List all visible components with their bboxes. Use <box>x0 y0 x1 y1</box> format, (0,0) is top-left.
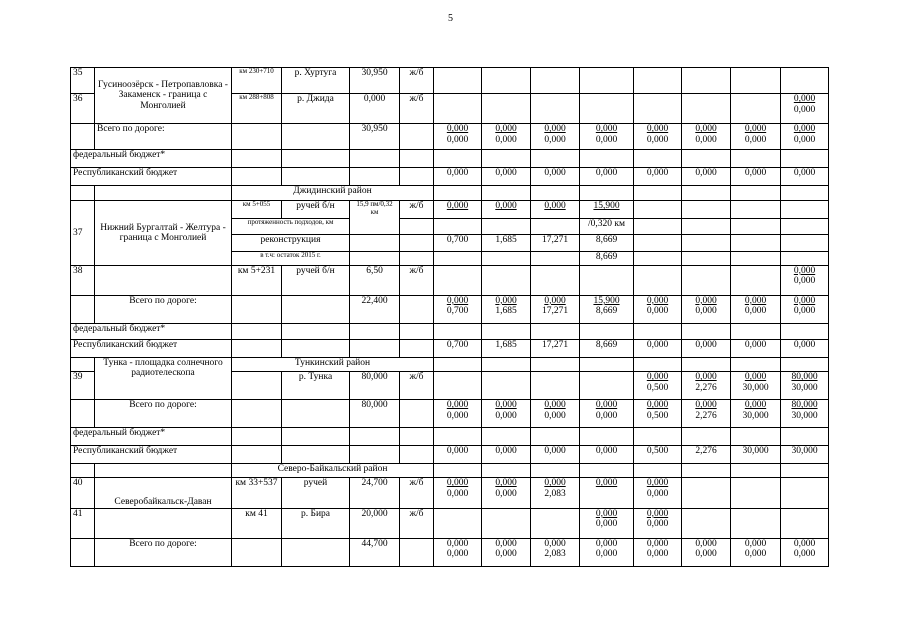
value-cell: 0,000 0,000 <box>531 124 580 150</box>
value-cell: 0,000 0,000 <box>434 478 482 508</box>
object-name: ручей б/н <box>282 201 350 218</box>
value-cell: 0,000 0,700 <box>434 295 482 323</box>
value-cell: 15,900 8,669 <box>580 295 634 323</box>
value-cell: 8,669 <box>580 234 634 251</box>
value-cell: 0,000 30,000 <box>731 400 781 428</box>
object-name: р. Бира <box>282 508 350 538</box>
object-name: ручей <box>282 478 350 508</box>
table-row <box>71 464 829 478</box>
value-cell: 0,000 <box>531 168 580 186</box>
bridge-type: ж/б <box>400 372 434 400</box>
table-row <box>71 168 829 186</box>
row-number: 41 <box>71 508 95 538</box>
value-cell: 17,271 <box>531 234 580 251</box>
value-cell: 80,000 30,000 <box>781 372 829 400</box>
value-cell: 0,000 0,000 <box>634 508 682 538</box>
table-row <box>71 339 829 357</box>
bridge-type: ж/б <box>400 478 434 508</box>
row-number: 38 <box>71 265 95 295</box>
value-cell: 17,271 <box>531 339 580 357</box>
district-heading: Джидинский район <box>232 186 434 201</box>
value-cell: 0,000 0,000 <box>634 295 682 323</box>
value-cell: 0,700 <box>434 234 482 251</box>
length-value: 30,950 <box>350 68 400 94</box>
value-cell: 0,000 2,276 <box>682 372 731 400</box>
value-cell: 30,000 <box>731 446 781 464</box>
value-cell: 0,000 2,276 <box>682 400 731 428</box>
object-name: ручей б/н <box>282 265 350 295</box>
length-value: 22,400 <box>350 295 400 323</box>
bridge-type: ж/б <box>400 265 434 295</box>
value-cell: 0,500 <box>634 446 682 464</box>
km-marker: км 5+231 <box>232 265 282 295</box>
value-cell: 0,000 0,000 <box>580 508 634 538</box>
length-value: 80,000 <box>350 400 400 428</box>
value-cell: 8,669 <box>580 339 634 357</box>
value-cell: 0,000 <box>682 168 731 186</box>
row-number: 36 <box>71 94 95 124</box>
value-cell: 30,000 <box>781 446 829 464</box>
length-value: 80,000 <box>350 372 400 400</box>
value-cell: 0,000 1,685 <box>482 295 531 323</box>
table-row <box>71 265 829 295</box>
value-cell: 0,000 0,000 <box>731 124 781 150</box>
total-label: Всего по дороге: <box>95 538 232 566</box>
value-cell: 0,000 0,000 <box>634 124 682 150</box>
object-name: р. Тунка <box>282 372 350 400</box>
table-row <box>71 201 829 218</box>
republic-budget-label: Республиканский бюджет <box>71 168 232 186</box>
total-label: Всего по дороге: <box>95 295 232 323</box>
value-cell: 0,000 0,000 <box>434 124 482 150</box>
road-name: Тунка - площадка солнечного радиотелескопа <box>95 358 232 400</box>
value-cell: 0,000 0,000 <box>682 124 731 150</box>
value-cell: 0,000 0,000 <box>580 400 634 428</box>
value-cell: 1,685 <box>482 339 531 357</box>
value-cell: 0,000 0,000 <box>781 295 829 323</box>
value-cell: 0,000 17,271 <box>531 295 580 323</box>
value-cell: 0,000 0,000 <box>482 538 531 566</box>
value-cell: 0,000 0,000 <box>482 400 531 428</box>
bridge-type: ж/б <box>400 508 434 538</box>
value-cell: /0,320 км <box>580 218 634 234</box>
bridge-type: ж/б <box>400 68 434 94</box>
row-number: 40 <box>71 478 95 508</box>
value-cell: 0,000 <box>482 201 531 218</box>
value-cell: 0,000 0,000 <box>682 295 731 323</box>
length-value: 30,950 <box>350 124 400 150</box>
value-cell: 0,000 <box>682 339 731 357</box>
value-cell: 0,000 0,500 <box>634 400 682 428</box>
approach-length-note: протяженность подходов, км <box>232 218 350 234</box>
reconstruction-label: реконструкция <box>232 234 350 251</box>
value-cell: 0,000 <box>531 201 580 218</box>
value-cell: 0,000 0,000 <box>634 478 682 508</box>
length-value: 44,700 <box>350 538 400 566</box>
length-value: 24,700 <box>350 478 400 508</box>
value-cell: 0,000 <box>580 446 634 464</box>
table-row <box>71 186 829 201</box>
km-marker: км 33+537 <box>232 478 282 508</box>
table-row <box>71 68 829 94</box>
table-row <box>71 508 829 538</box>
object-name: р. Джида <box>282 94 350 124</box>
value-cell: 0,000 <box>731 168 781 186</box>
value-cell: 0,000 2,083 <box>531 478 580 508</box>
table-row <box>71 124 829 150</box>
value-cell: 0,000 2,083 <box>531 538 580 566</box>
length-value: 15,9 пм/0,32 км <box>350 201 400 234</box>
row-number: 39 <box>71 372 95 400</box>
road-name: Нижний Бургалтай - Желтура - граница с Монголией <box>95 201 232 265</box>
republic-budget-label: Республиканский бюджет <box>71 339 232 357</box>
value-cell: 0,000 <box>434 168 482 186</box>
total-label: Всего по дороге: <box>95 124 232 150</box>
value-cell: 0,000 0,000 <box>682 538 731 566</box>
value-cell: 0,000 <box>482 446 531 464</box>
value-cell: 0,000 0,000 <box>482 124 531 150</box>
table-row <box>71 295 829 323</box>
bridge-type: ж/б <box>400 201 434 218</box>
value-cell: 0,000 <box>434 446 482 464</box>
value-cell: 0,000 0,000 <box>781 538 829 566</box>
road-name: Гусиноозёрск - Петропавловка - Закаменск - граница с Монголией <box>95 68 232 124</box>
value-cell: 0,000 0,000 <box>434 400 482 428</box>
value-cell: 0,000 0,000 <box>731 295 781 323</box>
district-heading: Тункинский район <box>232 358 434 372</box>
value-cell: 0,000 0,500 <box>634 372 682 400</box>
value-cell: 0,000 30,000 <box>731 372 781 400</box>
federal-budget-label: федеральный бюджет* <box>71 428 232 446</box>
value-cell: 0,000 0,000 <box>434 538 482 566</box>
federal-budget-label: федеральный бюджет* <box>71 323 232 339</box>
remainder-label: в т.ч: остаток 2015 г. <box>232 251 350 265</box>
table-row <box>71 428 829 446</box>
road-name: Северобайкальск-Даван <box>95 478 232 508</box>
length-value: 0,000 <box>350 94 400 124</box>
page-number: 5 <box>448 13 453 24</box>
table-row <box>71 323 829 339</box>
value-cell: 80,000 30,000 <box>781 400 829 428</box>
road-objects-table <box>70 67 829 567</box>
value-cell: 0,000 <box>434 201 482 218</box>
value-cell: 0,000 0,000 <box>731 538 781 566</box>
value-cell: 0,000 <box>482 168 531 186</box>
value-cell: 0,000 0,000 <box>781 124 829 150</box>
value-cell: 0,000 0,000 <box>580 538 634 566</box>
total-label: Всего по дороге: <box>95 400 232 428</box>
value-cell: 2,276 <box>682 446 731 464</box>
value-cell: 15,900 <box>580 201 634 218</box>
value-cell: 0,000 <box>731 339 781 357</box>
table-row <box>71 446 829 464</box>
length-value: 6,50 <box>350 265 400 295</box>
value-cell: 0,000 0,000 <box>482 478 531 508</box>
table-row <box>71 400 829 428</box>
value-cell: 0,000 0,000 <box>634 538 682 566</box>
value-cell: 0,000 <box>634 339 682 357</box>
table-row <box>71 478 829 508</box>
km-marker: км 288+808 <box>232 94 282 124</box>
value-cell: 0,000 <box>531 446 580 464</box>
value-cell: 0,000 0,000 <box>781 265 829 295</box>
value-cell: 0,000 0,000 <box>531 400 580 428</box>
district-heading: Северо-Байкальский район <box>232 464 434 478</box>
table-row <box>71 150 829 168</box>
value-cell: 8,669 <box>580 251 634 265</box>
federal-budget-label: федеральный бюджет* <box>71 150 232 168</box>
value-cell: 1,685 <box>482 234 531 251</box>
value-cell: 0,000 <box>634 168 682 186</box>
length-value: 20,000 <box>350 508 400 538</box>
value-cell: 0,000 <box>781 339 829 357</box>
value-cell: 0,000 <box>580 478 634 508</box>
value-cell: 0,000 <box>781 168 829 186</box>
row-number: 35 <box>71 68 95 94</box>
object-name: р. Хуртуга <box>282 68 350 94</box>
table-row <box>71 358 829 372</box>
value-cell: 0,000 <box>580 168 634 186</box>
bridge-type: ж/б <box>400 94 434 124</box>
republic-budget-label: Республиканский бюджет <box>71 446 232 464</box>
km-marker: км 5+055 <box>232 201 282 218</box>
value-cell: 0,000 0,000 <box>781 94 829 124</box>
table-row <box>71 538 829 566</box>
row-number: 37 <box>71 201 95 265</box>
km-marker: км 41 <box>232 508 282 538</box>
value-cell: 0,000 0,000 <box>580 124 634 150</box>
km-marker: км 230+710 <box>232 68 282 94</box>
value-cell: 0,700 <box>434 339 482 357</box>
